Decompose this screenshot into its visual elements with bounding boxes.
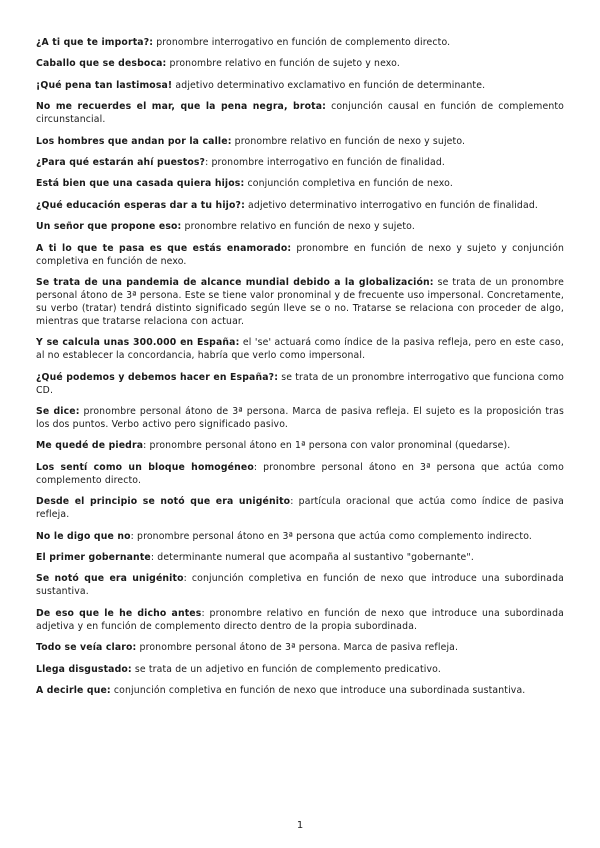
item-explanation: conjunción completiva en función de nexo. bbox=[244, 178, 453, 190]
item-explanation: pronombre en función de nexo y sujeto y conjunción completiva en función de nexo. bbox=[36, 242, 564, 267]
list-item bbox=[36, 156, 564, 169]
list-item bbox=[36, 572, 564, 598]
list-item bbox=[36, 79, 564, 92]
item-term: Los hombres que andan por la calle: bbox=[36, 135, 232, 147]
list-item bbox=[36, 641, 564, 654]
list-item bbox=[36, 36, 564, 49]
item-explanation: conjunción completiva en función de nexo que introduce una subordinada sustantiva. bbox=[110, 684, 526, 696]
item-term: Se dice: bbox=[36, 406, 80, 418]
item-term: Desde el principio se notó que era unigénito bbox=[36, 496, 291, 508]
item-term: A decirle que: bbox=[36, 684, 111, 696]
list-item bbox=[36, 220, 564, 233]
list-item bbox=[36, 100, 564, 126]
item-term: No me recuerdes el mar, que la pena negra, brota: bbox=[36, 101, 326, 113]
page-number: 1 bbox=[296, 820, 304, 831]
item-term: Y se calcula unas 300.000 en España: bbox=[36, 337, 240, 349]
item-term: Se trata de una pandemia de alcance mundial debido a la globalización: bbox=[36, 276, 434, 288]
list-item bbox=[36, 336, 564, 362]
list-item bbox=[36, 530, 564, 543]
list-item bbox=[36, 371, 564, 397]
item-list bbox=[36, 36, 564, 705]
item-explanation: pronombre personal átono de 3ª persona. Marca de pasiva refleja. El sujeto es la proposición tras los dos puntos. Verbo activo pero significado pasivo. bbox=[36, 406, 564, 431]
item-term: De eso que le he dicho antes bbox=[36, 607, 202, 619]
item-term: Llega disgustado: bbox=[36, 663, 132, 675]
item-explanation: el 'se' actuará como índice de la pasiva refleja, pero en este caso, al no establecer la concordancia, habría que verlo como impersonal. bbox=[36, 337, 564, 362]
item-explanation: : pronombre personal átono en 3ª persona que actúa como complemento indirecto. bbox=[130, 530, 532, 542]
item-explanation: : pronombre personal átono en 1ª persona con valor pronominal (quedarse). bbox=[143, 440, 511, 452]
item-term: No le digo que no bbox=[36, 530, 131, 542]
item-term: Me quedé de piedra bbox=[36, 440, 144, 452]
item-explanation: : conjunción completiva en función de nexo que introduce una subordinada sustantiva. bbox=[36, 573, 564, 598]
item-term: ¡Qué pena tan lastimosa! bbox=[36, 79, 173, 91]
item-explanation: se trata de un pronombre interrogativo que funciona como CD. bbox=[36, 371, 564, 396]
item-explanation: pronombre interrogativo en función de complemento directo. bbox=[153, 37, 451, 48]
item-term: Todo se veía claro: bbox=[36, 642, 137, 654]
list-item bbox=[36, 461, 564, 487]
item-explanation: se trata de un pronombre personal átono de 3ª persona. Este se tiene valor pronominal y de frecuente uso impersonal. Concretamente, su verbo (tratar) tendrá distinto significado según lleve se o no. Tratarse se relaciona con proceder de algo, mientras que tratarse relaciona con actuar. bbox=[36, 276, 564, 327]
list-item bbox=[36, 495, 564, 521]
item-explanation: adjetivo determinativo exclamativo en función de determinante. bbox=[172, 79, 486, 91]
list-item bbox=[36, 135, 564, 148]
item-term: Se notó que era unigénito bbox=[36, 573, 184, 585]
item-explanation: : partícula oracional que actúa como índice de pasiva refleja. bbox=[36, 496, 564, 521]
item-explanation: pronombre relativo en función de nexo y sujeto. bbox=[181, 221, 415, 233]
item-explanation: pronombre relativo en función de sujeto y nexo. bbox=[166, 58, 400, 70]
item-explanation: : determinante numeral que acompaña al sustantivo "gobernante". bbox=[150, 552, 474, 564]
item-term: Los sentí como un bloque homogéneo bbox=[36, 461, 254, 473]
list-item bbox=[36, 276, 564, 328]
item-term: El primer gobernante bbox=[36, 552, 151, 564]
list-item bbox=[36, 684, 564, 697]
item-explanation: : pronombre relativo en función de nexo que introduce una subordinada adjetiva y en función de complemento directo dentro de la propia subordinada. bbox=[36, 607, 564, 632]
list-item bbox=[36, 405, 564, 431]
item-explanation: pronombre personal átono de 3ª persona. Marca de pasiva refleja. bbox=[136, 642, 459, 654]
item-explanation: adjetivo determinativo interrogativo en función de finalidad. bbox=[244, 199, 538, 211]
item-explanation: conjunción causal en función de complemento circunstancial. bbox=[36, 101, 564, 126]
list-item bbox=[36, 551, 564, 564]
item-term: ¿Qué educación esperas dar a tu hijo?: bbox=[36, 199, 245, 211]
list-item bbox=[36, 57, 564, 70]
list-item bbox=[36, 439, 564, 452]
item-term: ¿Para qué estarán ahí puestos? bbox=[36, 156, 206, 168]
item-explanation: pronombre relativo en función de nexo y sujeto. bbox=[231, 135, 466, 147]
item-term: Está bien que una casada quiera hijos: bbox=[36, 178, 245, 190]
list-item bbox=[36, 177, 564, 190]
item-term: Caballo que se desboca: bbox=[36, 58, 167, 70]
list-item bbox=[36, 663, 564, 676]
item-term: Un señor que propone eso: bbox=[36, 221, 182, 233]
list-item bbox=[36, 199, 564, 212]
item-explanation: : pronombre personal átono en 3ª persona que actúa como complemento directo. bbox=[36, 461, 564, 486]
item-explanation: : pronombre interrogativo en función de finalidad. bbox=[205, 156, 446, 168]
item-term: ¿Qué podemos y debemos hacer en España?: bbox=[36, 371, 279, 383]
list-item bbox=[36, 607, 564, 633]
item-term: A ti lo que te pasa es que estás enamorado: bbox=[36, 242, 292, 254]
item-term: ¿A ti que te importa?: bbox=[36, 37, 154, 48]
list-item bbox=[36, 242, 564, 268]
item-explanation: se trata de un adjetivo en función de complemento predicativo. bbox=[131, 663, 441, 675]
